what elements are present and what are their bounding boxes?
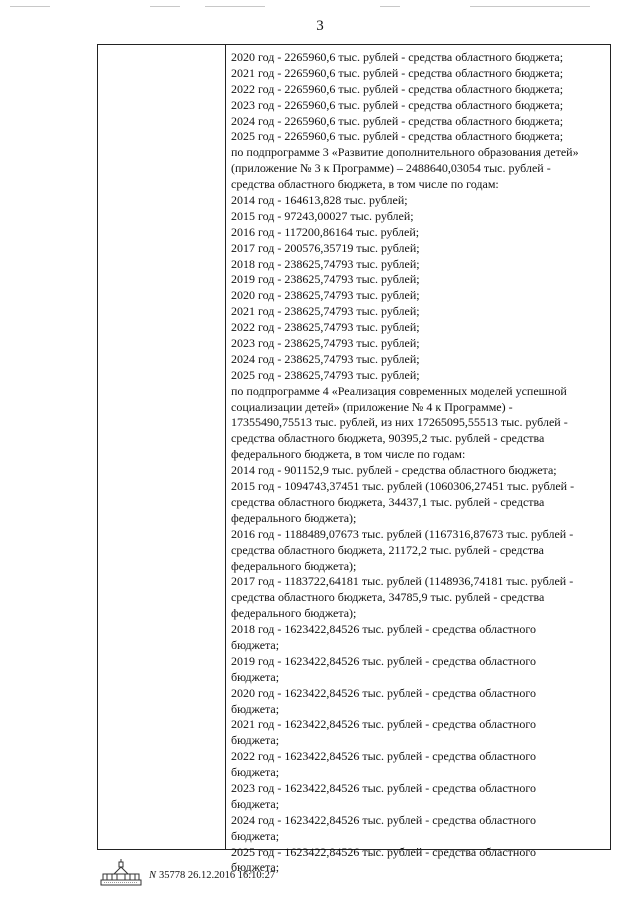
content-line: 2021 год - 2265960,6 тыс. рублей - средства областного бюджета;	[231, 65, 564, 80]
registration-stamp	[149, 870, 275, 881]
content-line: 2025 год - 238625,74793 тыс. рублей;	[231, 367, 420, 382]
content-line: средства областного бюджета, в том числе по годам:	[231, 177, 499, 192]
content-line: 2017 год - 200576,35719 тыс. рублей;	[231, 240, 420, 255]
content-line: бюджета;	[231, 701, 280, 716]
content-line: 2014 год - 164613,828 тыс. рублей;	[231, 193, 408, 208]
content-line: 2023 год - 2265960,6 тыс. рублей - средства областного бюджета;	[231, 97, 564, 112]
content-line: 2025 год - 2265960,6 тыс. рублей - средства областного бюджета;	[231, 129, 564, 144]
content-line: бюджета;	[231, 860, 280, 875]
content-line: бюджета;	[231, 669, 280, 684]
content-line: средства областного бюджета, 90395,2 тыс. рублей - средства	[231, 431, 545, 446]
content-line: средства областного бюджета, 34785,9 тыс. рублей - средства	[231, 590, 545, 605]
registration-number-mark: N	[149, 870, 157, 881]
content-line: бюджета;	[231, 637, 280, 652]
content-line: 2025 год - 1623422,84526 тыс. рублей - средства областного	[231, 844, 536, 859]
government-building-icon	[100, 858, 142, 886]
content-line: 2023 год - 1623422,84526 тыс. рублей - средства областного	[231, 780, 536, 795]
content-line: 2024 год - 2265960,6 тыс. рублей - средства областного бюджета;	[231, 113, 564, 128]
content-line: 2022 год - 2265960,6 тыс. рублей - средства областного бюджета;	[231, 81, 564, 96]
content-line: 2016 год - 1188489,07673 тыс. рублей (1167316,87673 тыс. рублей -	[231, 526, 574, 541]
document-table	[97, 44, 611, 875]
content-line: 17355490,75513 тыс. рублей, из них 17265095,55513 тыс. рублей -	[231, 415, 568, 430]
content-line: федерального бюджета);	[231, 558, 357, 573]
content-line: 2021 год - 1623422,84526 тыс. рублей - средства областного	[231, 717, 536, 732]
content-line: по подпрограмме 3 «Развитие дополнительного образования детей»	[231, 145, 579, 160]
content-line: бюджета;	[231, 765, 280, 780]
content-line: 2014 год - 901152,9 тыс. рублей - средства областного бюджета;	[231, 463, 557, 478]
content-line: 2015 год - 1094743,37451 тыс. рублей (1060306,27451 тыс. рублей -	[231, 479, 575, 494]
content-line: 2019 год - 1623422,84526 тыс. рублей - средства областного	[231, 653, 536, 668]
content-line: 2022 год - 1623422,84526 тыс. рублей - средства областного	[231, 749, 536, 764]
content-line: 2015 год - 97243,00027 тыс. рублей;	[231, 208, 414, 223]
content-line: средства областного бюджета, 34437,1 тыс. рублей - средства	[231, 494, 545, 509]
content-line: 2021 год - 238625,74793 тыс. рублей;	[231, 304, 420, 319]
content-line: бюджета;	[231, 733, 280, 748]
content-line: 2023 год - 238625,74793 тыс. рублей;	[231, 336, 420, 351]
column-divider	[225, 45, 226, 849]
content-line: 2024 год - 238625,74793 тыс. рублей;	[231, 351, 420, 366]
content-line: 2019 год - 238625,74793 тыс. рублей;	[231, 272, 420, 287]
scan-artifact-marks	[0, 6, 640, 12]
content-line: социализации детей» (приложение № 4 к Программе) -	[231, 399, 513, 414]
table-cell-content	[231, 50, 607, 876]
content-line: бюджета;	[231, 796, 280, 811]
content-line: федерального бюджета);	[231, 510, 357, 525]
registration-footer	[100, 858, 500, 888]
page-number: 3	[316, 18, 324, 34]
content-line: 2024 год - 1623422,84526 тыс. рублей - средства областного	[231, 812, 536, 827]
content-line: бюджета;	[231, 828, 280, 843]
content-line: федерального бюджета);	[231, 606, 357, 621]
content-line: федерального бюджета, в том числе по годам:	[231, 447, 466, 462]
content-line: 2022 год - 238625,74793 тыс. рублей;	[231, 320, 420, 335]
content-line: 2020 год - 2265960,6 тыс. рублей - средства областного бюджета;	[231, 50, 564, 64]
content-line: 2017 год - 1183722,64181 тыс. рублей (1148936,74181 тыс. рублей -	[231, 574, 574, 589]
content-line: 2018 год - 1623422,84526 тыс. рублей - средства областного	[231, 622, 536, 637]
content-line: 2020 год - 1623422,84526 тыс. рублей - средства областного	[231, 685, 536, 700]
content-line: средства областного бюджета, 21172,2 тыс. рублей - средства	[231, 542, 544, 557]
content-line: (приложение № 3 к Программе) – 2488640,03054 тыс. рублей -	[231, 161, 551, 176]
content-line: 2020 год - 238625,74793 тыс. рублей;	[231, 288, 420, 303]
registration-stamp-text: 35778 26.12.2016 16:10:27	[159, 870, 276, 881]
content-line: по подпрограмме 4 «Реализация современных моделей успешной	[231, 383, 567, 398]
content-line: 2018 год - 238625,74793 тыс. рублей;	[231, 256, 420, 271]
content-line: 2016 год - 117200,86164 тыс. рублей;	[231, 224, 420, 239]
